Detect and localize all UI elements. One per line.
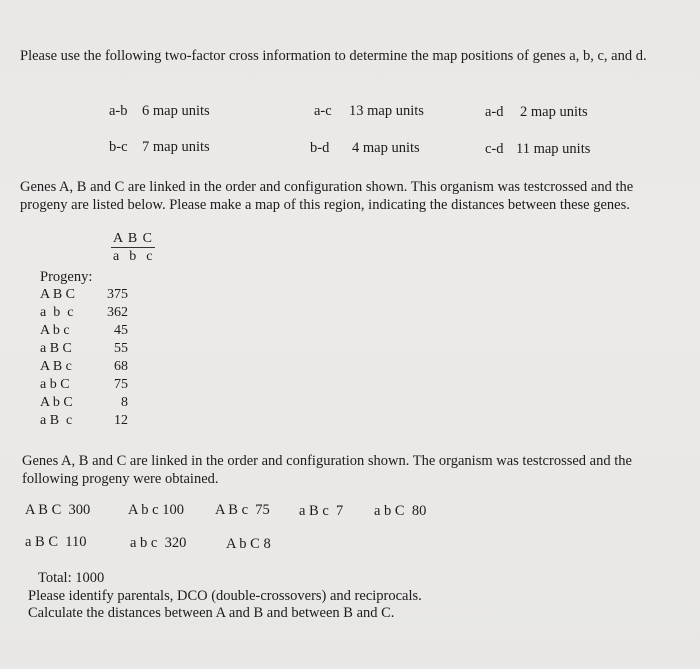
progeny-count: 362 [107, 305, 128, 320]
table-row [38, 394, 138, 412]
table-row [38, 304, 138, 322]
progeny-genotype: A b c [40, 323, 70, 338]
intro-paragraph: Please use the following two-factor cross information to determine the map positions of genes a, b, c, and d. [20, 48, 647, 64]
progeny-entry: a B c 7 [299, 503, 344, 519]
distance-value-bd: 4 map units [352, 140, 420, 156]
question-parentals: Please identify parentals, DCO (double-crossovers) and reciprocals. [28, 588, 422, 604]
table-row [38, 340, 138, 358]
progeny-entry: A B C 300 [25, 502, 91, 518]
table-row [38, 358, 138, 376]
total-text: Total: 1000 [38, 570, 105, 586]
distance-pair-ad: a-d [485, 104, 504, 120]
progeny-genotype: A b C [40, 395, 73, 410]
progeny-genotype: a b C [40, 377, 70, 392]
progeny-count: 55 [114, 341, 128, 356]
distance-value-bc: 7 map units [142, 139, 210, 155]
progeny-count: 45 [114, 323, 128, 338]
distance-pair-bd: b-d [310, 140, 330, 156]
progeny-genotype: a b c [40, 305, 74, 320]
problem2-paragraph: Genes A, B and C are linked in the order and configuration shown. This organism was testcrossed and the progeny are listed below. Please make a map of this region, indicating the distances between these genes. [20, 179, 634, 213]
distance-value-ad: 2 map units [520, 104, 588, 120]
distance-value-ab: 6 map units [142, 103, 210, 119]
progeny-count: 75 [114, 377, 128, 392]
table-row [38, 376, 138, 394]
progeny-entry: a b c 320 [130, 535, 187, 551]
table-row [38, 322, 138, 340]
distance-pair-ab: a-b [109, 103, 128, 119]
distance-pair-bc: b-c [109, 139, 128, 155]
progeny-count: 375 [107, 287, 128, 302]
distance-pair-ac: a-c [314, 103, 332, 119]
distance-pair-cd: c-d [485, 141, 504, 157]
progeny-genotype: a B C [40, 341, 72, 356]
progeny-count: 8 [121, 395, 128, 410]
distance-value-ac: 13 map units [349, 103, 424, 119]
progeny-entry: A b c 100 [128, 502, 184, 518]
progeny-entry: a b C 80 [374, 503, 427, 519]
problem3-paragraph: Genes A, B and C are linked in the order and configuration shown. The organism was testcrossed and the following progeny were obtained. [22, 453, 632, 487]
progeny-table [38, 286, 138, 430]
progeny-count: 12 [114, 413, 128, 428]
progeny-genotype: A B C [40, 287, 76, 302]
progeny-genotype: A B c [40, 359, 72, 374]
progeny-entry: a B C 110 [25, 534, 87, 550]
progeny-label: Progeny: [40, 269, 93, 285]
distance-value-cd: 11 map units [516, 141, 591, 157]
table-row [38, 286, 138, 304]
table-row [38, 412, 138, 430]
cross-bottom-genotype: a b c [113, 249, 154, 264]
progeny-genotype: a B c [40, 413, 73, 428]
progeny-entry: A b C 8 [226, 536, 271, 552]
progeny-entry: A B c 75 [215, 502, 270, 518]
cross-top-genotype: A B C [113, 231, 154, 246]
progeny-count: 68 [114, 359, 128, 374]
question-distances: Calculate the distances between A and B and between B and C. [28, 605, 395, 621]
